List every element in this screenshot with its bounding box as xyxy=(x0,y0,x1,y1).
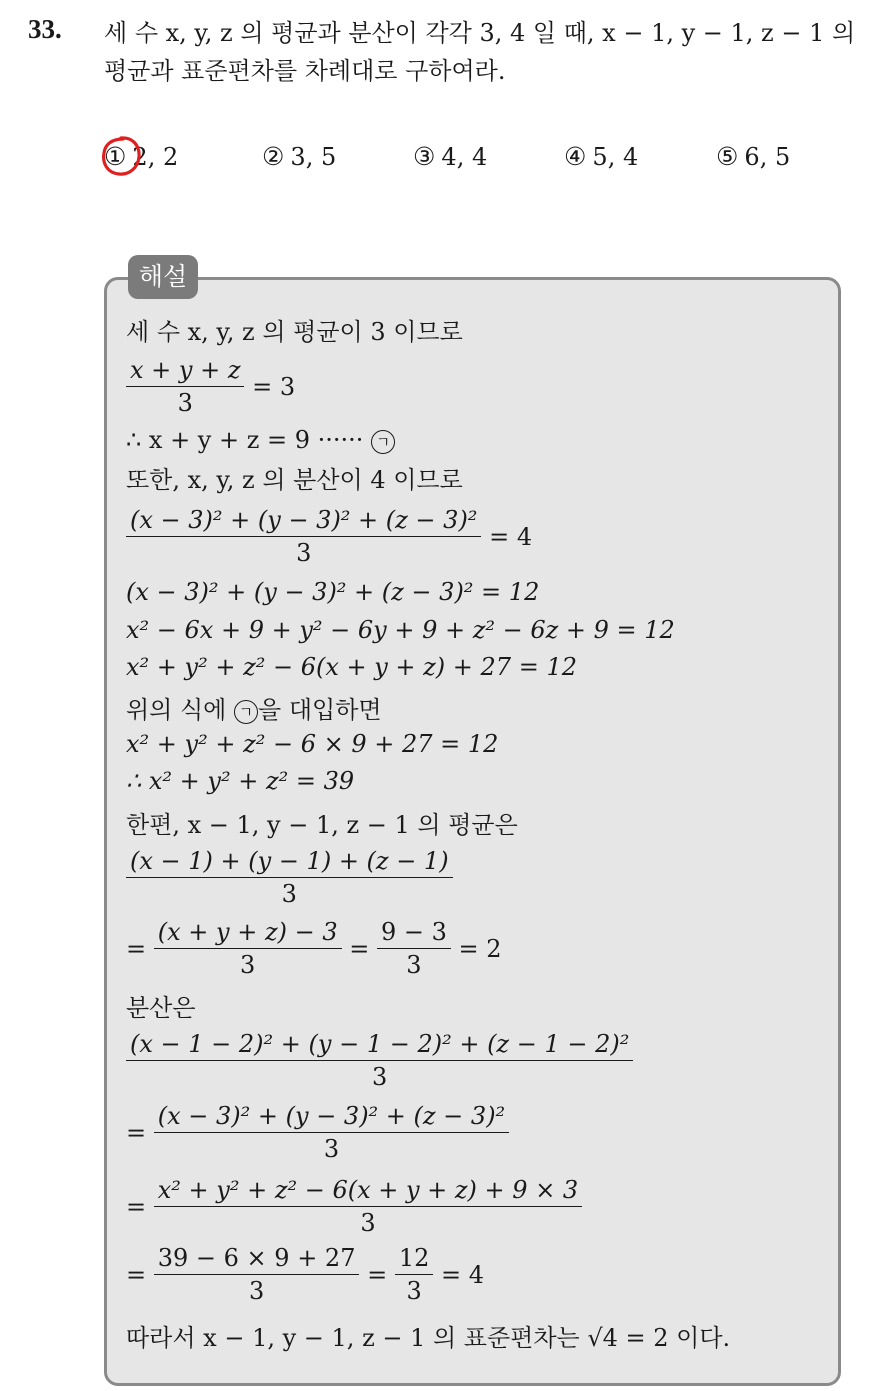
choice-3[interactable] xyxy=(413,142,487,171)
solution-conclusion: 따라서 x − 1, y − 1, z − 1 의 표준편차는 √4 = 2 이다. xyxy=(126,1324,731,1352)
frac-den: 3 xyxy=(248,1277,265,1305)
choice-5-mark: ⑤ xyxy=(716,142,739,171)
equals-sign: = xyxy=(349,934,370,963)
line-text-a: 위의 식에 xyxy=(126,696,227,724)
solution-line-4: 또한, x, y, z 의 분산이 4 이므로 xyxy=(126,466,463,494)
frac-num: (x − 3)² + (y − 3)² + (z − 3)² xyxy=(154,1100,509,1133)
solution-line-3 xyxy=(126,426,395,454)
frac-den: 3 xyxy=(296,539,312,567)
choice-5[interactable] xyxy=(716,142,790,171)
solution-line-10: x² + y² + z² − 6 × 9 + 27 = 12 xyxy=(126,730,499,758)
choice-2-mark: ② xyxy=(262,142,285,171)
equals-sign: = xyxy=(126,934,147,963)
line-text-b: 을 대입하면 xyxy=(258,696,382,724)
question-number: 33. xyxy=(28,14,62,44)
frac-den: 3 xyxy=(240,951,256,979)
choice-2-text: 3, 5 xyxy=(290,143,337,171)
frac-num: (x + y + z) − 3 xyxy=(154,916,342,949)
equals-value: = 4 xyxy=(441,1260,485,1289)
choice-1-text: 2, 2 xyxy=(132,143,179,171)
frac-num: 9 − 3 xyxy=(377,916,451,949)
frac-num: 12 xyxy=(395,1242,434,1275)
solution-line-11: ∴ x² + y² + z² = 39 xyxy=(126,767,355,795)
equals-sign: = xyxy=(126,1192,147,1221)
line-text: ∴ x + y + z = 9 ······ xyxy=(126,426,364,454)
frac-num: x + y + z xyxy=(126,354,244,387)
answer-choices xyxy=(104,142,824,176)
equals-sign: = xyxy=(126,1118,147,1147)
frac-den: 3 xyxy=(372,1063,388,1091)
frac-den: 3 xyxy=(323,1135,340,1163)
choice-1[interactable] xyxy=(104,142,178,171)
equals-sign: = xyxy=(367,1260,388,1289)
fraction-new-mean xyxy=(126,845,453,910)
solution-line-9 xyxy=(126,690,382,725)
solution-line-6: (x − 3)² + (y − 3)² + (z − 3)² = 12 xyxy=(126,578,540,606)
choice-5-text: 6, 5 xyxy=(744,143,791,171)
frac-den: 3 xyxy=(406,951,422,979)
choice-2[interactable] xyxy=(262,142,336,171)
solution-line-7: x² − 6x + 9 + y² − 6y + 9 + z² − 6z + 9 = 12 xyxy=(126,616,675,644)
solution-line-1: 세 수 x, y, z 의 평균이 3 이므로 xyxy=(126,318,463,346)
circled-giyeok-icon: ㄱ xyxy=(234,700,258,724)
equals-value: = 2 xyxy=(458,934,502,963)
equals-sign: = xyxy=(126,1260,147,1289)
choice-3-mark: ③ xyxy=(413,142,436,171)
solution-line-12: 한편, x − 1, y − 1, z − 1 의 평균은 xyxy=(126,811,518,839)
question-line-1: 세 수 x, y, z 의 평균과 분산이 각각 3, 4 일 때, x − 1, y − 1, z − 1 의 xyxy=(104,19,856,47)
fraction-variance xyxy=(126,504,532,569)
choice-1-mark: ① xyxy=(104,142,127,171)
frac-den: 3 xyxy=(360,1209,376,1237)
solution-line-8: x² + y² + z² − 6(x + y + z) + 27 = 12 xyxy=(126,653,577,681)
fraction-variance-step-1 xyxy=(126,1100,509,1165)
frac-den: 3 xyxy=(406,1277,422,1305)
fraction-variance-result xyxy=(126,1242,484,1307)
question-line-2: 평균과 표준편차를 차례대로 구하여라. xyxy=(104,57,506,85)
solution-line-14: 분산은 xyxy=(126,994,196,1022)
solution-tag: 해설 xyxy=(128,255,198,299)
frac-num: x² + y² + z² − 6(x + y + z) + 9 × 3 xyxy=(154,1174,582,1207)
fraction-new-variance xyxy=(126,1028,633,1093)
frac-num: (x − 1) + (y − 1) + (z − 1) xyxy=(126,845,453,878)
choice-3-text: 4, 4 xyxy=(441,143,488,171)
choice-4-mark: ④ xyxy=(564,142,587,171)
question-text xyxy=(104,14,864,90)
fraction-variance-step-2 xyxy=(126,1174,582,1239)
equals-value: = 3 xyxy=(252,372,296,401)
frac-den: 3 xyxy=(177,389,193,417)
fraction-mean xyxy=(126,354,295,419)
frac-den: 3 xyxy=(281,880,297,908)
equals-value: = 4 xyxy=(489,522,533,551)
fraction-mean-result xyxy=(126,916,502,981)
circled-giyeok-icon: ㄱ xyxy=(371,430,395,454)
choice-4-text: 5, 4 xyxy=(592,143,639,171)
frac-num: 39 − 6 × 9 + 27 xyxy=(154,1242,360,1275)
frac-num: (x − 3)² + (y − 3)² + (z − 3)² xyxy=(126,504,481,537)
choice-4[interactable] xyxy=(564,142,638,171)
frac-num: (x − 1 − 2)² + (y − 1 − 2)² + (z − 1 − 2)² xyxy=(126,1028,633,1061)
